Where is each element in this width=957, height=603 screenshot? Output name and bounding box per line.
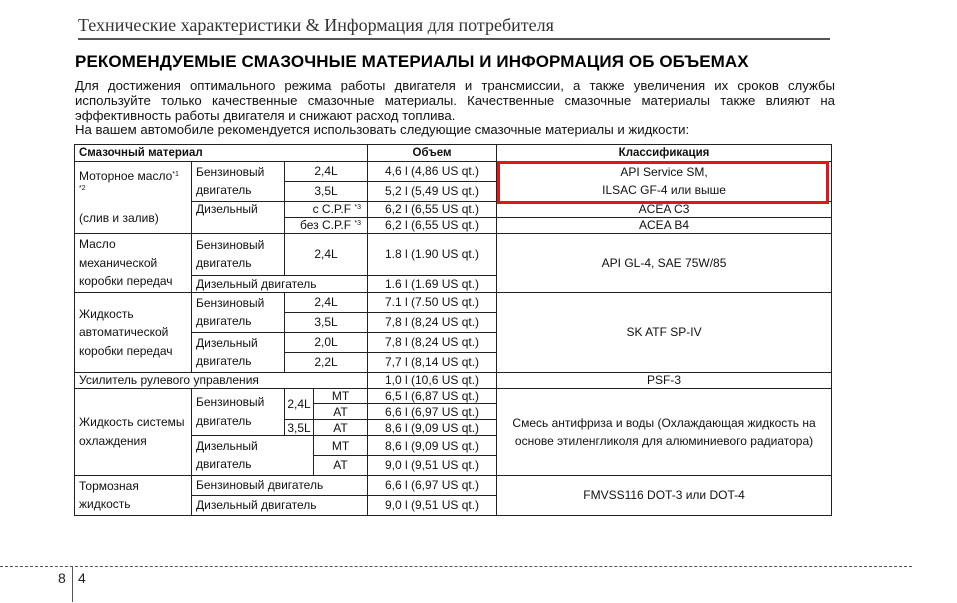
engine-oil-spec-no-cpf: без C.P.F $^{*3}$ [285,217,368,233]
engine-oil-label: Моторное масло$^{*1 *2}$ (слив и залив) [75,162,192,234]
intro-text [75,79,835,138]
auto-trans-volume-20: 7,8 l (8,24 US qt.) [368,332,497,352]
engine-oil-volume-35: 5,2 l (5,49 US qt.) [368,181,497,201]
manual-trans-volume-diesel: 1.6 l (1.69 US qt.) [368,276,497,293]
coolant-trans-1: AT [314,404,368,420]
engine-oil-volume-no-cpf: 6,2 l (6,55 US qt.) [368,217,497,233]
manual-trans-spec: 2,4L [285,233,368,275]
section-header: Технические характеристики & Информация для потребителя [78,14,830,40]
coolant-trans-2: AT [314,420,368,436]
power-steering-label: Усилитель рулевого управления [75,372,368,388]
manual-trans-volume-petrol: 1.8 l (1.90 US qt.) [368,233,497,275]
coolant-spec-24: 2,4L [285,388,314,420]
coolant-volume-1: 6,6 l (6,97 US qt.) [368,404,497,420]
engine-oil-spec-cpf: с C.P.F $^{*3}$ [285,201,368,217]
power-steering-class: PSF-3 [497,372,832,388]
auto-trans-volume-35: 7,8 l (8,24 US qt.) [368,312,497,332]
auto-trans-volume-22: 7,7 l (8,14 US qt.) [368,352,497,372]
page-heading: РЕКОМЕНДУЕМЫЕ СМАЗОЧНЫЕ МАТЕРИАЛЫ И ИНФОРМАЦИЯ ОБ ОБЪЕМАХ [75,52,749,71]
engine-oil-class-cpf: ACEA C3 [497,201,832,217]
coolant-petrol: Бензиновый двигатель [192,388,285,435]
auto-trans-spec-22: 2,2L [285,352,368,372]
page-number: 4 [78,570,86,586]
coolant-diesel: Дизельный двигатель [192,436,314,476]
footer-separator [72,566,73,602]
intro-paragraph-1: Для достижения оптимального режима работы двигателя и трансмиссии, а также увеличения их сроков службы используйте только качественные смазочные материалы. Качественные смазочные материалы также влияют на эффективность работы двигателя и снижают расход топлива. [75,78,835,123]
brake-fluid-label: Тормозная жидкость [75,475,192,515]
header-volume: Объем [368,145,497,162]
coolant-spec-35: 3,5L [285,420,314,436]
engine-oil-diesel: Дизельный [192,201,285,233]
intro-paragraph-2: На вашем автомобиле рекомендуется использовать следующие смазочные материалы и жидкости: [75,122,690,138]
manual-trans-diesel: Дизельный двигатель [192,276,368,293]
engine-oil-class-petrol: API Service SM, ILSAC GF-4 или выше [497,162,832,202]
auto-trans-petrol: Бензиновый двигатель [192,292,285,332]
page-chapter: 8 [58,570,66,586]
brake-fluid-volume-diesel: 9,0 l (9,51 US qt.) [368,495,497,515]
header-classification: Классификация [497,145,832,162]
auto-trans-spec-35: 3,5L [285,312,368,332]
engine-oil-spec-24: 2,4L [285,162,368,182]
power-steering-volume: 1,0 l (10,6 US qt.) [368,372,497,388]
brake-fluid-petrol: Бензиновый двигатель [192,475,368,495]
coolant-trans-4: AT [314,455,368,475]
manual-trans-label: Масло механической коробки передач [75,233,192,292]
engine-oil-petrol: Бензиновый двигатель [192,162,285,202]
engine-oil-volume-cpf: 6,2 l (6,55 US qt.) [368,201,497,217]
coolant-volume-0: 6,5 l (6,87 US qt.) [368,388,497,404]
auto-trans-diesel: Дизельный двигатель [192,332,285,372]
engine-oil-spec-35: 3,5L [285,181,368,201]
brake-fluid-volume-petrol: 6,6 l (6,97 US qt.) [368,475,497,495]
coolant-trans-0: MT [314,388,368,404]
manual-trans-class: API GL-4, SAE 75W/85 [497,233,832,292]
manual-trans-petrol: Бензиновый двигатель [192,233,285,275]
coolant-label: Жидкость системы охлаждения [75,388,192,475]
auto-trans-spec-20: 2,0L [285,332,368,352]
auto-trans-spec-24: 2,4L [285,292,368,312]
coolant-class: Смесь антифриза и воды (Охлаждающая жидкость на основе этиленгликоля для алюминиевого радиатора) [497,388,832,475]
engine-oil-class-no-cpf: ACEA B4 [497,217,832,233]
brake-fluid-class: FMVSS116 DOT-3 или DOT-4 [497,475,832,515]
footer-divider [0,566,912,567]
highlight-box [497,161,829,204]
coolant-volume-3: 8,6 l (9,09 US qt.) [368,436,497,456]
coolant-volume-2: 8,6 l (9,09 US qt.) [368,420,497,436]
auto-trans-volume-24: 7.1 l (7.50 US qt.) [368,292,497,312]
coolant-volume-4: 9,0 l (9,51 US qt.) [368,455,497,475]
header-lubricant: Смазочный материал [75,145,368,162]
brake-fluid-diesel: Дизельный двигатель [192,495,368,515]
coolant-trans-3: MT [314,436,368,456]
auto-trans-class: SK ATF SP-IV [497,292,832,372]
engine-oil-volume-24: 4,6 l (4,86 US qt.) [368,162,497,182]
auto-trans-label: Жидкость автоматической коробки передач [75,292,192,372]
